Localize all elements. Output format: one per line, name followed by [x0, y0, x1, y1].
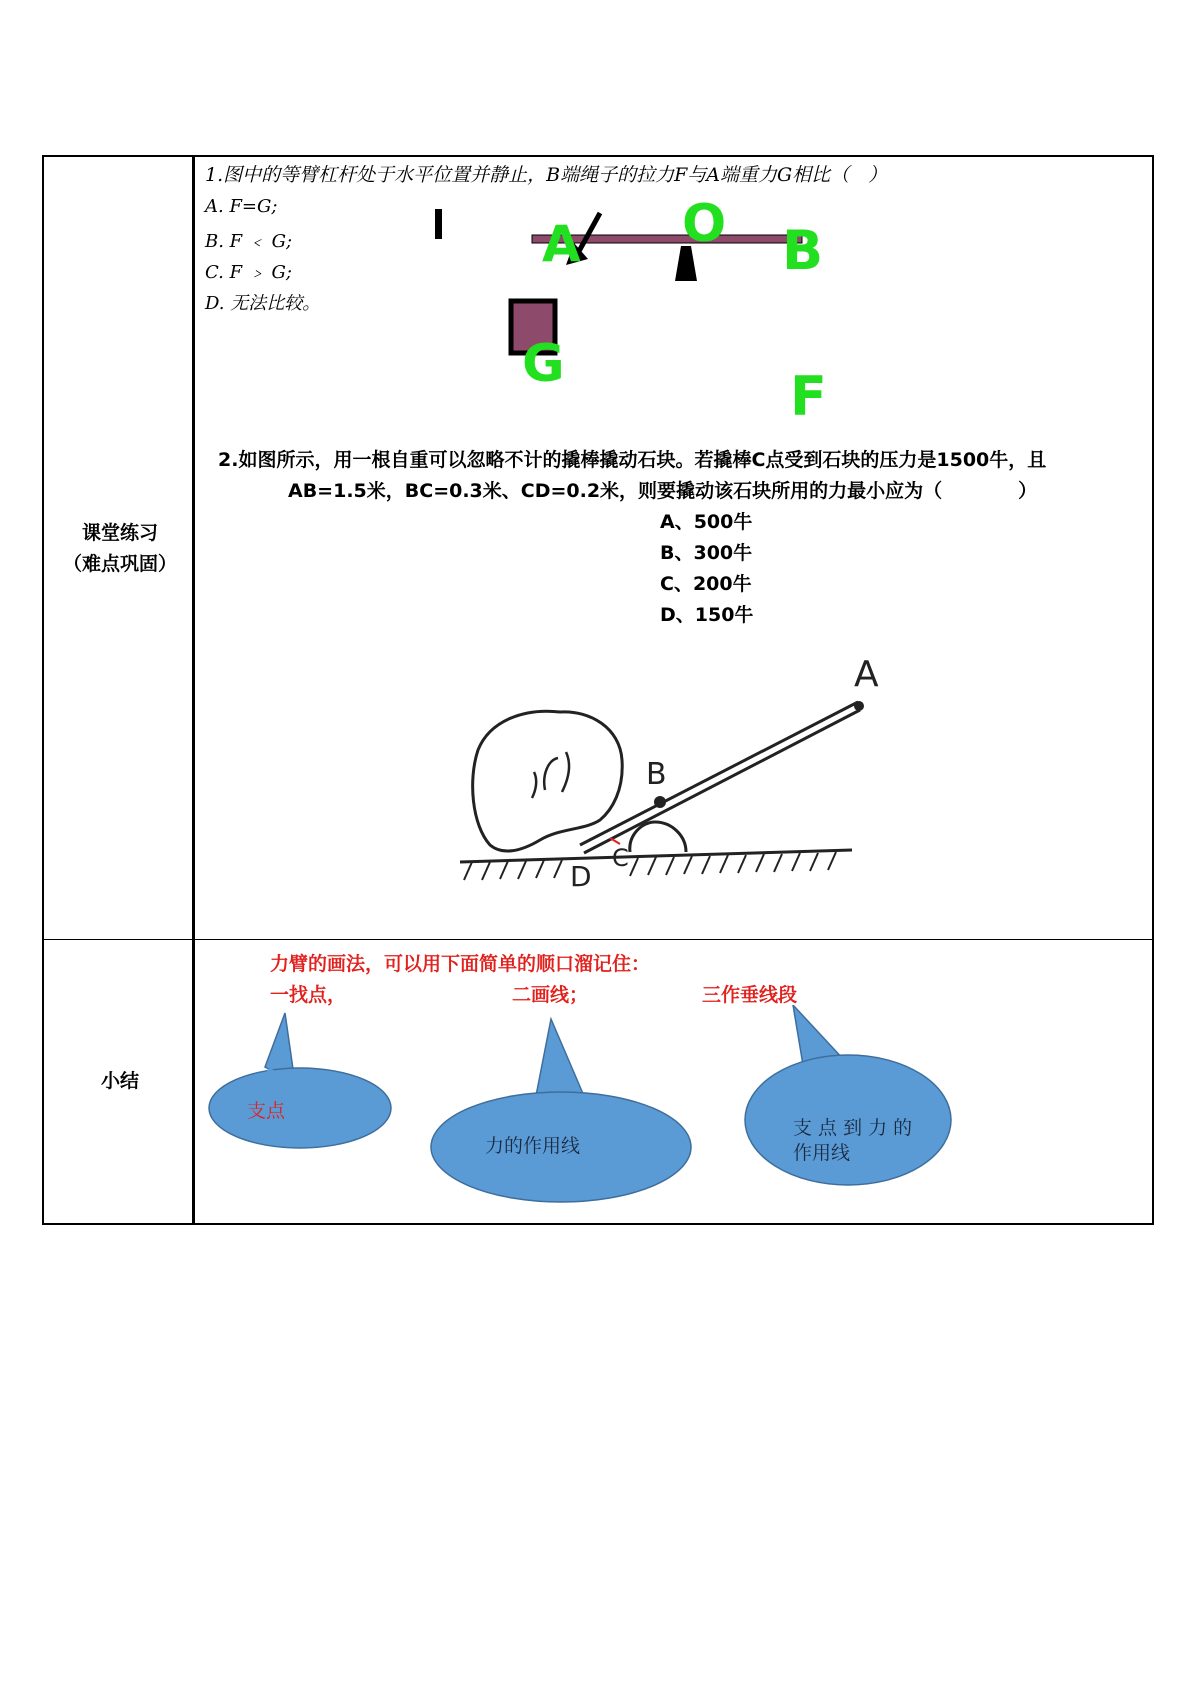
ground-line — [460, 850, 852, 862]
question2-option-b: B、300牛 — [660, 542, 753, 564]
question1-option-a: A. F=G; — [205, 196, 278, 217]
question1-option-d: D. 无法比较。 — [205, 293, 321, 314]
bubble3-text-line1: 支 点 到 力 的 — [793, 1117, 913, 1139]
summary-step1: 一找点， — [270, 984, 347, 1006]
crowbar-lower — [584, 710, 860, 853]
question2-stem-line2: AB=1.5米，BC=0.3米、CD=0.2米，则要撬动该石块所用的力最小应为（ ） — [288, 480, 1038, 502]
table-top-border — [42, 155, 1154, 157]
arrow-shaft — [578, 213, 600, 253]
boulder-shading — [532, 752, 569, 798]
bubble1-text: 支点 — [247, 1100, 286, 1122]
lever-label-o: O — [682, 195, 727, 254]
bubble1 — [209, 1068, 391, 1148]
lever-label-b: B — [782, 219, 824, 282]
table-bottom-border — [42, 1223, 1154, 1225]
summary-heading: 力臂的画法，可以用下面简单的顺口溜记住： — [270, 953, 651, 975]
lever-diagram — [420, 195, 840, 425]
question1-option-b: B. F ﹤ G; — [205, 231, 293, 252]
summary-step2: 二画线； — [512, 984, 589, 1006]
table-left-border — [42, 155, 44, 1225]
summary-step3: 三作垂线段 — [702, 984, 798, 1006]
crowbar-label-a: A — [854, 654, 879, 695]
lever-label-g: G — [522, 334, 565, 394]
practice-label-line2: （难点巩固） — [62, 553, 177, 575]
summary-row-label — [46, 1066, 194, 1097]
table-row-divider — [42, 939, 1154, 940]
wall-mark — [435, 209, 442, 239]
question2-option-c: C、200牛 — [660, 573, 752, 595]
summary-bubbles — [195, 1005, 975, 1220]
bubble2-text: 力的作用线 — [485, 1135, 581, 1157]
crowbar-label-c: C — [612, 844, 629, 872]
lever-label-a: A — [542, 215, 581, 273]
question2-option-a: A、500牛 — [660, 511, 753, 533]
question1-stem: 1.图中的等臂杠杆处于水平位置并静止，B端绳子的拉力F与A端重力G相比（ ） — [205, 164, 888, 186]
practice-label-line1: 课堂练习 — [81, 522, 158, 544]
question1-option-c: C. F ﹥ G; — [205, 262, 292, 283]
question2-stem-line1: 2.如图所示，用一根自重可以忽略不计的撬棒撬动石块。若撬棒C点受到石块的压力是1500牛，且 — [218, 449, 1047, 471]
crowbar-label-b: B — [646, 757, 667, 792]
table-right-border — [1152, 155, 1154, 1225]
crowbar-tip — [854, 701, 864, 711]
lever-label-f: F — [790, 365, 827, 425]
crowbar-label-d: D — [570, 860, 592, 893]
practice-row-label — [46, 518, 194, 580]
question2-option-d: D、150牛 — [660, 604, 754, 626]
boulder — [473, 711, 623, 851]
bubble3-text-line2: 作用线 — [793, 1142, 851, 1164]
crowbar-diagram — [450, 640, 910, 905]
point-b-dot — [654, 796, 666, 808]
summary-label: 小结 — [100, 1070, 139, 1092]
